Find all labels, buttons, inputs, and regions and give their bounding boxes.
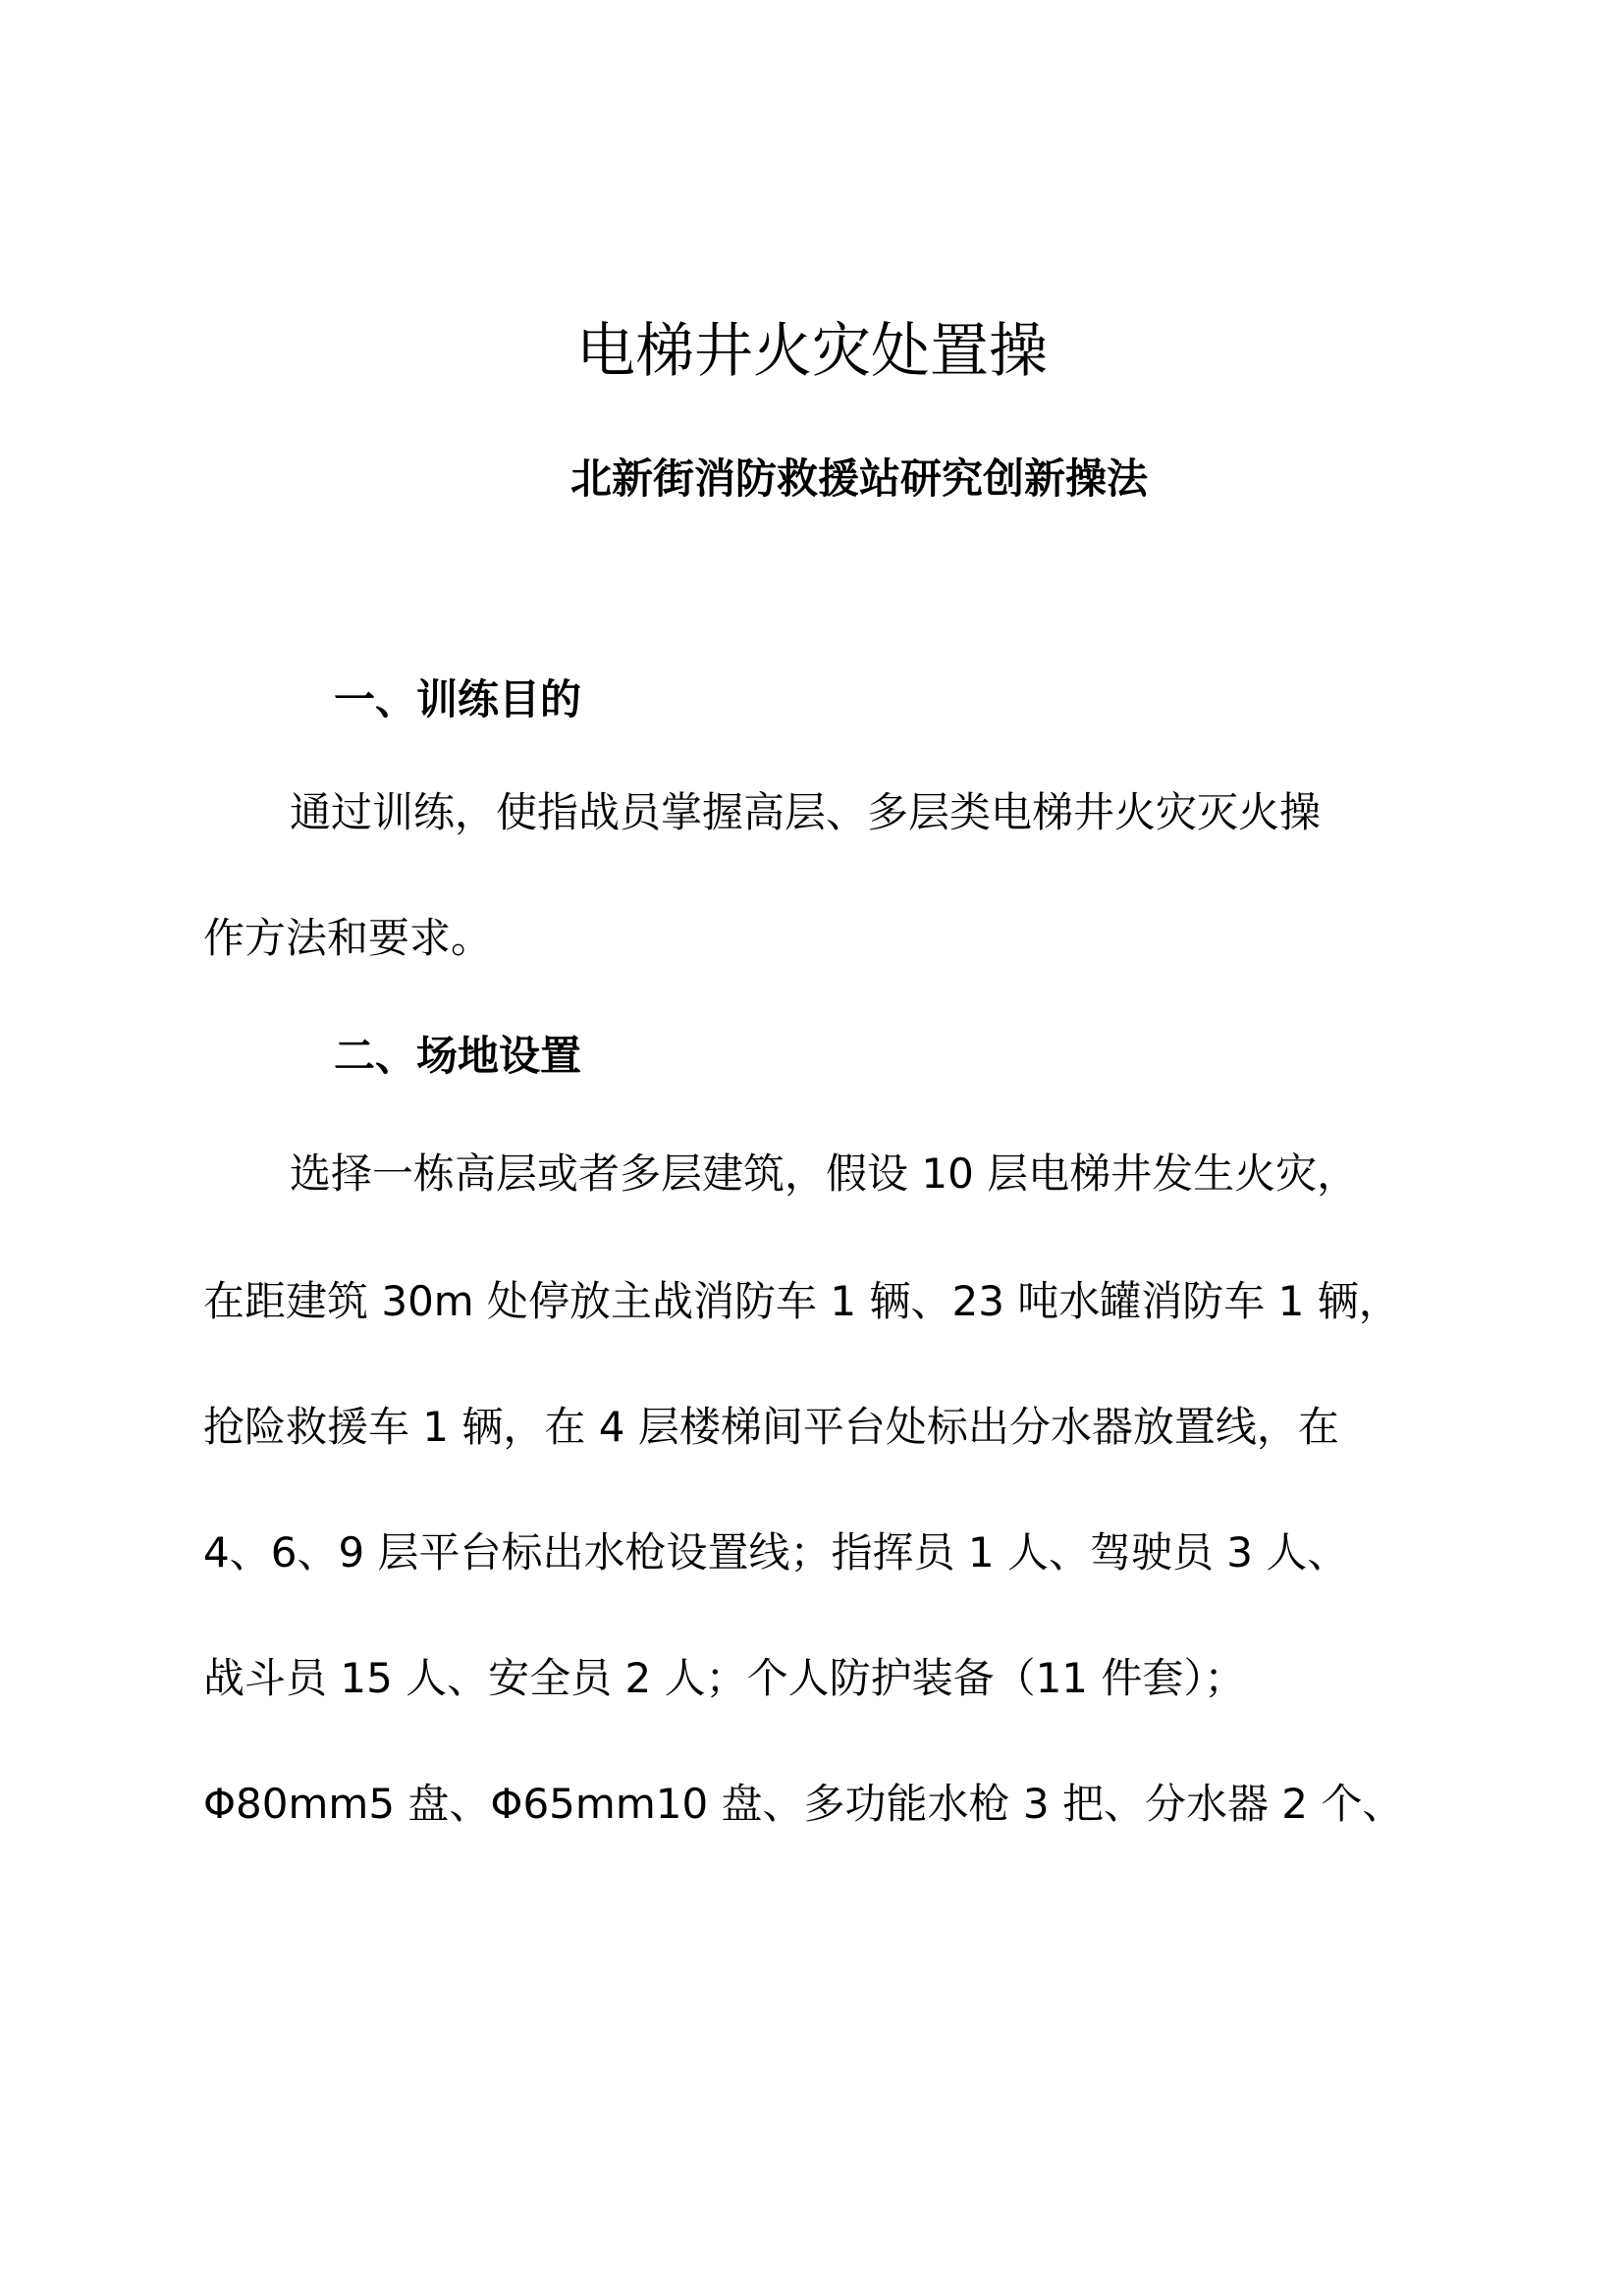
section-heading: 二、场地设置	[334, 1032, 582, 1080]
paragraph-line: 选择一栋高层或者多层建筑，假设 10 层电梯井发生火灾，	[290, 1149, 1359, 1198]
paragraph-line: 通过训练，使指战员掌握高层、多层类电梯井火灾灭火操	[290, 788, 1322, 836]
section-heading: 一、训练目的	[334, 675, 582, 723]
paragraph-line: 抢险救援车 1 辆，在 4 层楼梯间平台处标出分水器放置线，在	[203, 1403, 1339, 1451]
paragraph-line: 在距建筑 30m 处停放主战消防车 1 辆、23 吨水罐消防车 1 辆，	[203, 1277, 1400, 1325]
paragraph-line: 作方法和要求。	[203, 914, 493, 962]
paragraph-line: Φ80mm5 盘、Φ65mm10 盘、多功能水枪 3 把、分水器 2 个、	[203, 1780, 1404, 1828]
document-subtitle: 北新街消防救援站研究创新操法	[569, 454, 1148, 503]
paragraph-line: 4、6、9 层平台标出水枪设置线；指挥员 1 人、驾驶员 3 人、	[203, 1528, 1349, 1576]
document-title: 电梯井火灾处置操	[576, 317, 1048, 386]
paragraph-line: 战斗员 15 人、安全员 2 人；个人防护装备（11 件套）；	[203, 1654, 1246, 1702]
